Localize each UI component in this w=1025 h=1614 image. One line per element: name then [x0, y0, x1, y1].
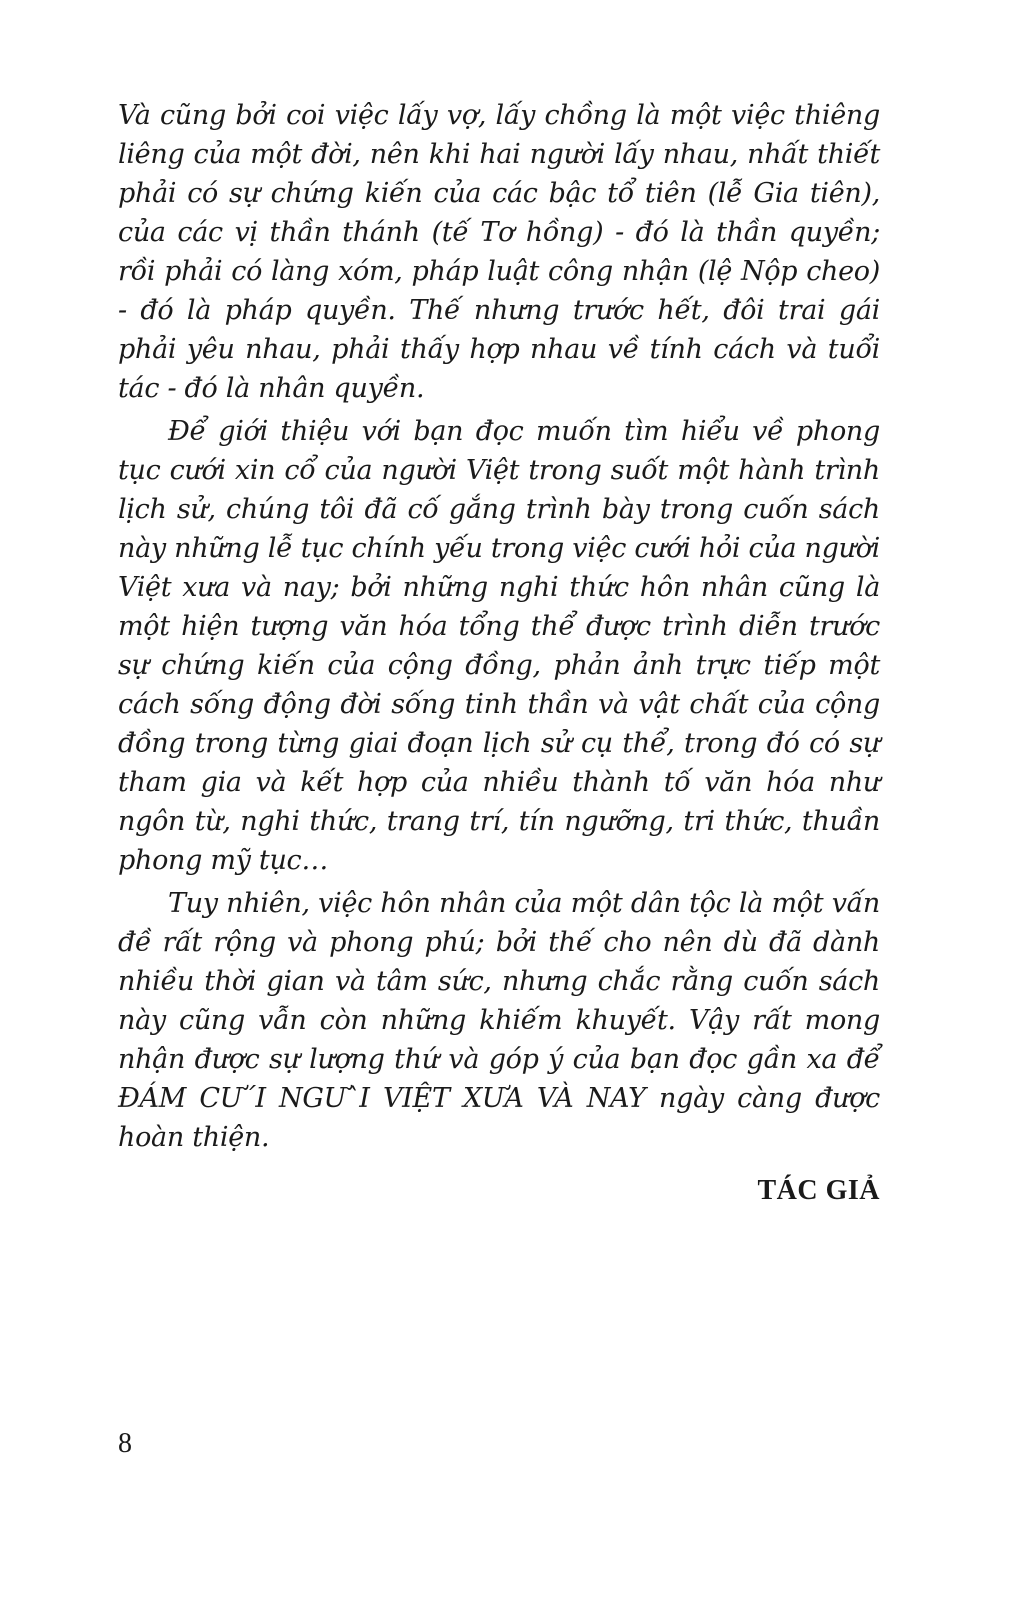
page-body [118, 96, 880, 1207]
page-number: 8 [118, 1428, 132, 1459]
paragraph-1: Và cũng bởi coi việc lấy vợ, lấy chồng là một việc thiêng liêng của một đời, nên khi hai người lấy nhau, nhất thiết phải có sự chứng kiến của các bậc tổ tiên (lễ Gia tiên), của các vị thần thánh (tế Tơ hồng) - đó là thần quyền; rồi phải có làng xóm, pháp luật công nhận (lệ Nộp cheo) - đó là pháp quyền. Thế nhưng trước hết, đôi trai gái phải yêu nhau, phải thấy hợp nhau về tính cách và tuổi tác - đó là nhân quyền. [118, 100, 880, 404]
author-signature: TÁC GIẢ [757, 1175, 880, 1206]
paragraph-3: Tuy nhiên, việc hôn nhân của một dân tộc là một vấn đề rất rộng và phong phú; bởi thế cho nên dù đã dành nhiều thời gian và tâm sức, nhưng chắc rằng cuốn sách này cũng vẫn còn những khiếm khuyết. Vậy rất mong nhận được sự lượng thứ và góp ý của bạn đọc gần xa để ĐÁM CƯ´I NGƯ`I VIỆT XƯA VÀ NAY ngày càng được hoàn thiện. [118, 888, 880, 1153]
paragraph-2: Để giới thiệu với bạn đọc muốn tìm hiểu về phong tục cưới xin cổ của người Việt trong suốt một hành trình lịch sử, chúng tôi đã cố gắng trình bày trong cuốn sách này những lễ tục chính yếu trong việc cưới hỏi của người Việt xưa và nay; bởi những nghi thức hôn nhân cũng là một hiện tượng văn hóa tổng thể được trình diễn trước sự chứng kiến của cộng đồng, phản ảnh trực tiếp một cách sống động đời sống tinh thần và vật chất của cộng đồng trong từng giai đoạn lịch sử cụ thể, trong đó có sự tham gia và kết hợp của nhiều thành tố văn hóa như ngôn từ, nghi thức, trang trí, tín ngưỡng, tri thức, thuần phong mỹ tục… [118, 416, 880, 876]
